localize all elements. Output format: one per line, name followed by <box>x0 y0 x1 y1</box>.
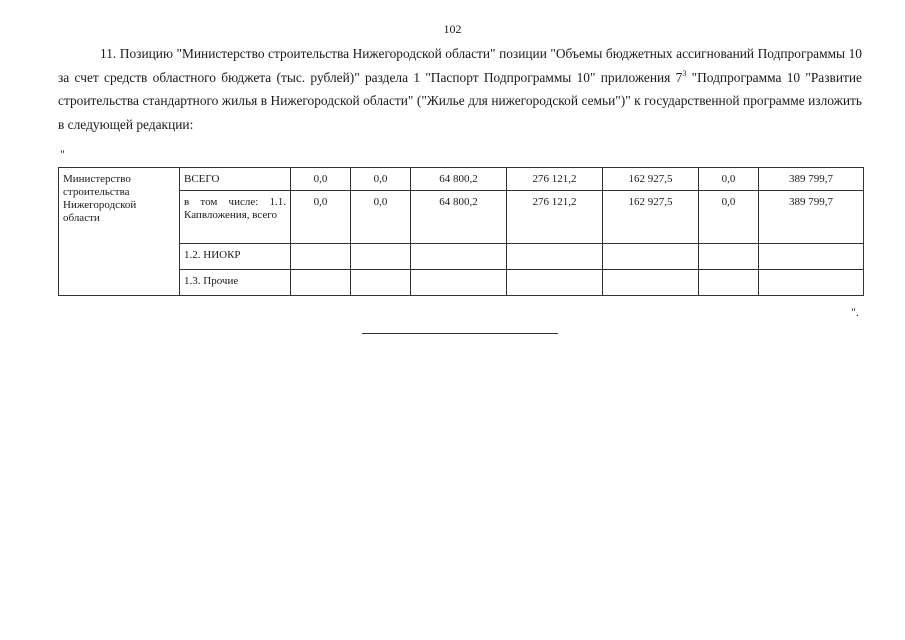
row-label-other: 1.3. Прочие <box>180 270 291 296</box>
table-cell <box>291 244 351 270</box>
table-row <box>59 191 864 244</box>
paragraph-tail-text: "Подпрограмма 10 "Развитие строительства стандартного жилья в Нижегородской области" ("Жилье для нижегородской семьи")" к государственной программе изложить в следующей редакции: <box>58 69 862 132</box>
table-cell: 0,0 <box>351 168 411 191</box>
table-cell: 0,0 <box>291 191 351 244</box>
table-cell: 0,0 <box>351 191 411 244</box>
opening-quote-mark: " <box>60 147 65 161</box>
closing-quote-mark: ". <box>851 305 859 319</box>
table-cell: 0,0 <box>291 168 351 191</box>
table-cell: 389 799,7 <box>759 168 864 191</box>
budget-table <box>58 167 864 296</box>
table-cell <box>507 244 603 270</box>
table-cell: 276 121,2 <box>507 168 603 191</box>
table-cell: 64 800,2 <box>411 191 507 244</box>
table-cell <box>507 270 603 296</box>
table-cell: 0,0 <box>699 168 759 191</box>
table-row <box>59 168 864 191</box>
organization-cell: Министерство строительства Нижегородской области <box>59 168 180 296</box>
table-cell: 162 927,5 <box>603 168 699 191</box>
table-cell: 0,0 <box>699 191 759 244</box>
table-cell <box>603 270 699 296</box>
table-cell <box>351 244 411 270</box>
table-cell <box>291 270 351 296</box>
row-label-total: ВСЕГО <box>180 168 291 191</box>
table-cell: 64 800,2 <box>411 168 507 191</box>
table-cell <box>759 270 864 296</box>
table-cell <box>351 270 411 296</box>
amendment-paragraph <box>58 42 862 136</box>
table-row <box>59 244 864 270</box>
row-label-rnd: 1.2. НИОКР <box>180 244 291 270</box>
page-number: 102 <box>443 22 462 36</box>
end-separator-line <box>362 333 558 334</box>
table-cell <box>411 244 507 270</box>
appendix-superscript: 3 <box>682 68 687 78</box>
table-cell <box>603 244 699 270</box>
table-cell: 276 121,2 <box>507 191 603 244</box>
row-label-capital-investment: в том числе: 1.1. Капвложения, всего <box>180 191 291 244</box>
paragraph-main-text: 11. Позицию "Министерство строительства Нижегородской области" позиции "Объемы бюджетных ассигнований Подпрограммы 10 за счет средств областного бюджета (тыс. рублей)" раздела 1 "Паспорт Подпрограммы 10" приложения 7 <box>58 46 862 85</box>
table-cell <box>699 244 759 270</box>
table-cell <box>699 270 759 296</box>
table-cell <box>759 244 864 270</box>
table-cell <box>411 270 507 296</box>
table-row <box>59 270 864 296</box>
table-cell: 162 927,5 <box>603 191 699 244</box>
table-cell: 389 799,7 <box>759 191 864 244</box>
